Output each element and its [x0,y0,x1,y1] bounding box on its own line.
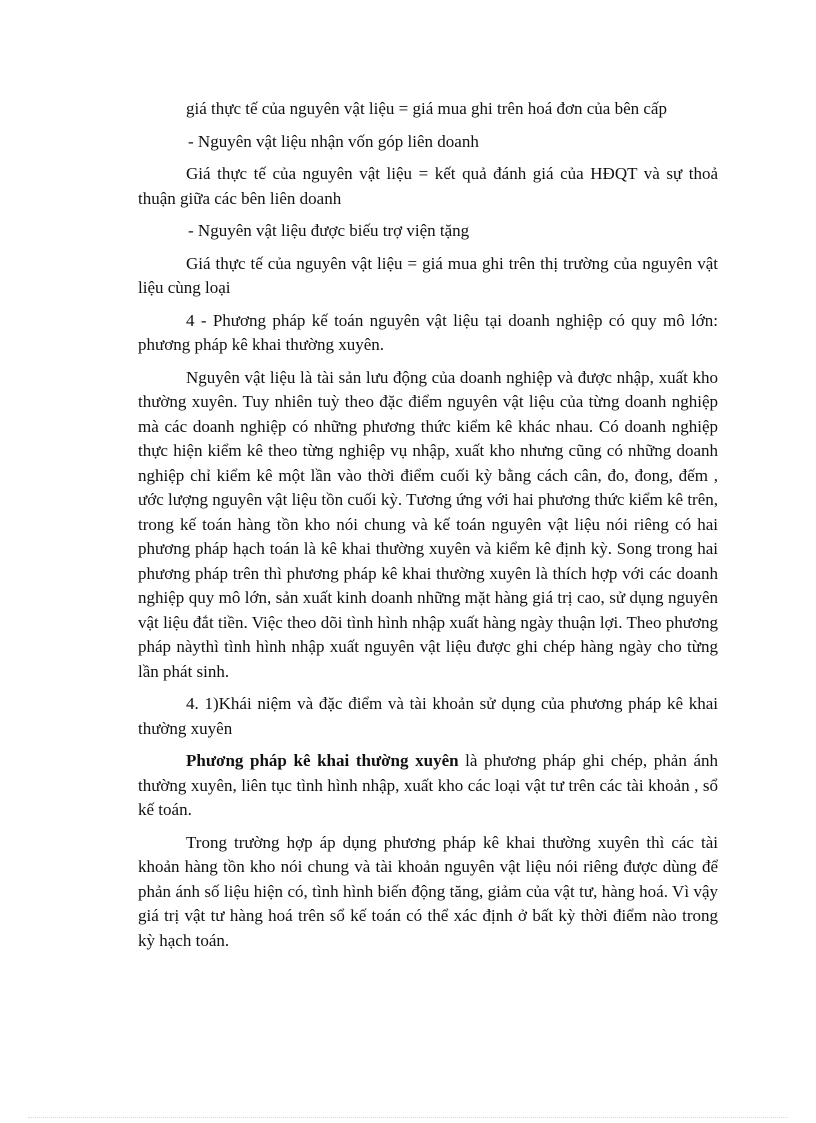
definition-term: Phương pháp kê khai thường xuyên [186,751,459,770]
paragraph-capital-contribution: - Nguyên vật liệu nhận vốn góp liên doanh [188,131,479,151]
document-page [138,97,718,961]
paragraph-actual-price-board: Giá thực tế của nguyên vật liệu = kết quả đánh giá của HĐQT và sự thoả thuận giữa các bên liên doanh [138,164,718,208]
paragraph-application: Trong trường hợp áp dụng phương pháp kê khai thường xuyên thì các tài khoản hàng tồn kho nói chung và tài khoản nguyên vật liệu nói riêng được dùng để phản ánh số liệu hiện có, tình hình biến động tăng, giảm của vật tư, hàng hoá. Vì vậy giá trị vật tư hàng hoá trên sổ kế toán có thể xác định ở bất kỳ thời điểm nào trong kỳ hạch toán. [138,832,718,950]
page-bottom-divider [28,1117,788,1118]
section-heading-4: 4 - Phương pháp kế toán nguyên vật liệu tại doanh nghiệp có quy mô lớn: phương pháp kê khai thường xuyên. [138,310,718,354]
paragraph-actual-price-purchase: giá thực tế của nguyên vật liệu = giá mua ghi trên hoá đơn của bên cấp [186,99,667,118]
paragraph-donated-materials: - Nguyên vật liệu được biếu trợ viện tặng [188,221,470,240]
paragraph-actual-price-market: Giá thực tế của nguyên vật liệu = giá mua ghi trên thị trường của nguyên vật liệu cùng loại [138,253,718,297]
paragraph-materials-overview: Nguyên vật liệu là tài sản lưu động của doanh nghiệp và được nhập, xuất kho thường xuyên. Tuy nhiên tuỳ theo đặc điểm nguyên vật liệu của từng doanh nghiệp mà các doanh nghiệp có những phương thức kiểm kê khác nhau. Có doanh nghiệp thực hiện kiểm kê theo từng nghiệp vụ nhập, xuất kho nhưng cũng có những doanh nghiệp chỉ kiểm kê một lần vào thời điểm cuối kỳ bằng cách cân, đo, đong, đếm , ước lượng nguyên vật liệu tồn cuối kỳ. Tương ứng với hai phương thức kiểm kê trên, trong kế toán hàng tồn kho nói chung và kế toán nguyên vật liệu nói riêng có hai phương pháp hạch toán là kê khai thường xuyên và kiểm kê định kỳ. Song trong hai phương pháp trên thì phương pháp kê khai thường xuyên là thích hợp với các doanh nghiệp quy mô lớn, sản xuất kinh doanh những mặt hàng giá trị cao, sử dụng nguyên vật liệu đắt tiền. Việc theo dõi tình hình nhập xuất hàng ngày thuận lợi. Theo phương pháp nàythì tình hình nhập xuất nguyên vật liệu được ghi chép hàng ngày cho từng lần phát sinh. [138,367,718,681]
definition-text: là phương pháp ghi chép, phản ánh thường xuyên, liên tục tình hình nhập, xuất kho các loại vật tư trên các tài khoản , sổ kế toán. [138,751,718,819]
paragraph-definition [138,749,718,823]
section-heading-4-1: 4. 1)Khái niệm và đặc điểm và tài khoản sử dụng của phương pháp kê khai thường xuyên [138,694,718,738]
